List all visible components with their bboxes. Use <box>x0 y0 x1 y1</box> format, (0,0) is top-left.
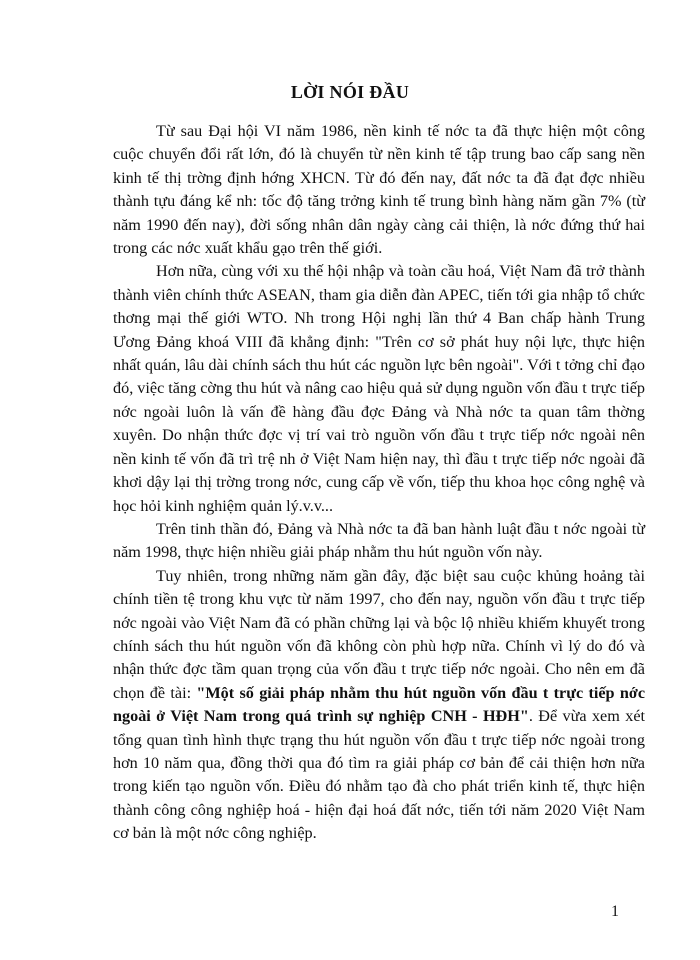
paragraph-1: Từ sau Đại hội VI năm 1986, nền kinh tế nớc ta đã thực hiện một công cuộc chuyển đổi rất lớn, đó là chuyển từ nền kinh tế tập trung bao cấp sang nền kinh tế thị trờng định hớng XHCN. Từ đó đến nay, đất nớc ta đã đạt đợc nhiều thành tựu đáng kể nh: tốc độ tăng trởng kinh tế trung bình hàng năm gần 7% (từ năm 1990 đến nay), đời sống nhân dân ngày càng cải thiện, là nớc đứng thứ hai trong các nớc xuất khẩu gạo trên thế giới. <box>113 122 645 258</box>
document-body <box>113 120 645 846</box>
paragraph-2: Hơn nữa, cùng với xu thế hội nhập và toàn cầu hoá, Việt Nam đã trở thành thành viên chính thức ASEAN, tham gia diễn đàn APEC, tiến tới gia nhập tổ chức thơng mại thế giới WTO. Nh trong Hội nghị lần thứ 4 Ban chấp hành Trung Ương Đảng khoá VIII đã khẳng định: "Trên cơ sở phát huy nội lực, thực hiện nhất quán, lâu dài chính sách thu hút các nguồn lực bên ngoài". Với t tởng chỉ đạo đó, việc tăng cờng thu hút và nâng cao hiệu quả sử dụng nguồn vốn đầu t trực tiếp nớc ngoài luôn là vấn đề hàng đầu đợc Đảng và Nhà nớc ta quan tâm thờng xuyên. Do nhận thức đợc vị trí vai trò nguồn vốn đầu t trực tiếp nớc ngoài nên nền kinh tế vốn đã trì trệ nh ở Việt Nam hiện nay, thì đầu t trực tiếp nớc ngoài đã khơi dậy lại thị trờng trong nớc, cung cấp về vốn, tiếp thu khoa học công nghệ và học hỏi kinh nghiệm quản lý.v.v... <box>113 262 645 515</box>
thesis-title: "Một số giải pháp nhằm thu hút nguồn vốn đầu t trực tiếp nớc ngoài ở Việt Nam trong quá trình sự nghiệp CNH - HĐH" <box>113 683 645 726</box>
paragraph-4 <box>113 565 645 846</box>
paragraph-3: Trên tinh thần đó, Đảng và Nhà nớc ta đã ban hành luật đầu t nớc ngoài từ năm 1998, thực hiện nhiều giải pháp nhằm thu hút nguồn vốn này. <box>113 519 645 562</box>
page-title: LỜI NÓI ĐẦU <box>290 82 410 102</box>
paragraph-4-text-after: . Để vừa xem xét tổng quan tình hình thực trạng thu hút nguồn vốn đầu t trực tiếp nớc ngoài trong hơn 10 năm qua, đồng thời qua đó tìm ra giải pháp cơ bản để cải thiện hơn nữa trong kiến tạo nguồn vốn. Điều đó nhằm tạo đà cho phát triển kinh tế, thực hiện thành công công nghiệp hoá - hiện đại hoá đất nớc, tiến tới năm 2020 Việt Nam cơ bản là một nớc công nghiệp. <box>113 707 645 843</box>
page-number: 1 <box>611 903 619 920</box>
paragraph-4-text-before: Tuy nhiên, trong những năm gần đây, đặc biệt sau cuộc khủng hoảng tài chính tiền tệ trong khu vực từ năm 1997, cho đến nay, nguồn vốn đầu t trực tiếp nớc ngoài vào Việt Nam đã có phần chững lại và bộc lộ nhiều khiếm khuyết trong chính sách thu hút nguồn vốn đã không còn phù hợp nữa. Chính vì lý do đó và nhận thức đợc tầm quan trọng của vốn đầu t trực tiếp nớc ngoài. Cho nên em đã chọn đề tài: <box>113 566 645 702</box>
